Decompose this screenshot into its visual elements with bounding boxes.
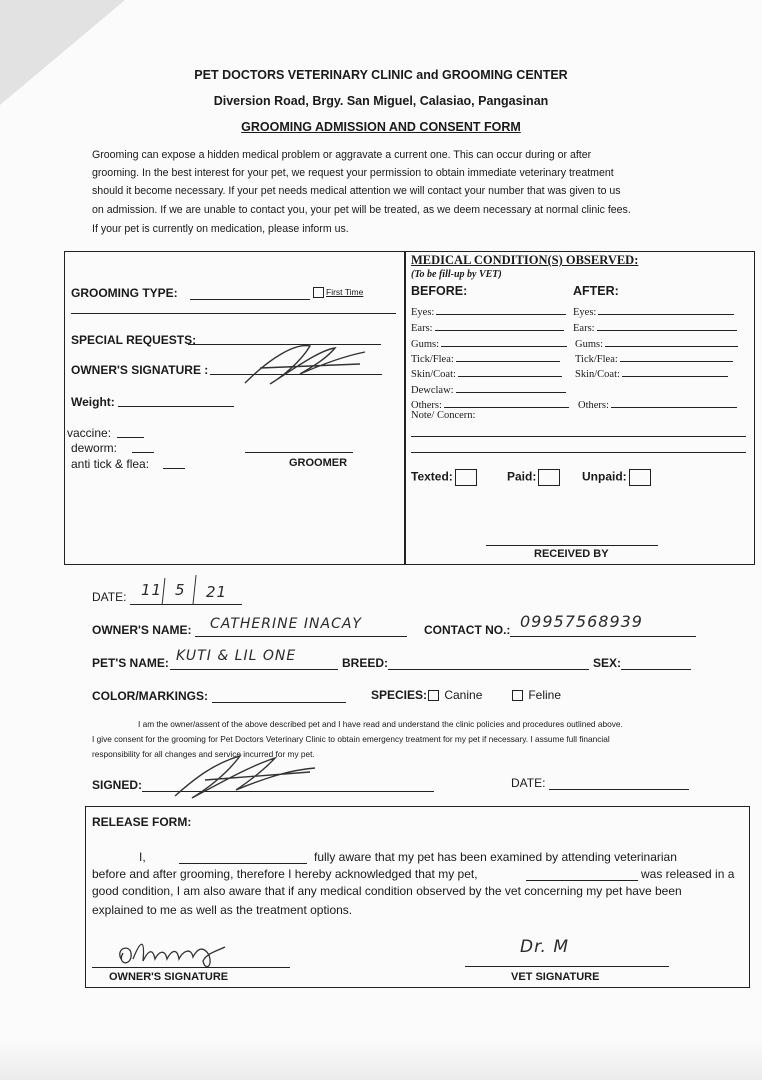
date2-field[interactable] xyxy=(549,777,689,790)
groomer-field[interactable] xyxy=(245,440,353,453)
after-tick-flea-field[interactable] xyxy=(620,349,733,362)
consent-line-1: I am the owner/assent of the above described pet and I have read and understand the clinic policies and procedures outlined above. xyxy=(138,719,623,729)
consent-line-3: responsibility for all changes and service incurred for my pet. xyxy=(92,749,315,759)
date-month-value: 11 xyxy=(141,581,163,599)
received-by-field[interactable] xyxy=(486,533,658,546)
contact-label: CONTACT NO.: xyxy=(424,623,511,637)
intro-line-4: on admission. If we are unable to contact you, your pet will be treated, as we deem necessary at normal clinic fees. xyxy=(92,204,631,216)
species-feline-option[interactable] xyxy=(512,688,561,702)
release-owner-signature-label: OWNER'S SIGNATURE xyxy=(109,971,229,983)
before-eyes: Eyes: xyxy=(411,302,566,318)
release-i-word: I, xyxy=(139,850,146,864)
texted-option[interactable] xyxy=(411,469,477,486)
signed-signature-scribble xyxy=(170,748,320,800)
received-by-label: RECEIVED BY xyxy=(534,548,609,560)
after-skin-coat-field[interactable] xyxy=(622,364,728,377)
after-others-field[interactable] xyxy=(611,395,737,408)
intro-line-2: grooming. In the best interest for your pet, we request your permission to obtain immediate veterinary treatment xyxy=(92,167,614,179)
before-dewclaw: Dewclaw: xyxy=(411,380,566,396)
release-line-3: good condition, I am also aware that if any medical condition observed by the vet concerning my pet have been xyxy=(92,884,682,898)
grooming-type-field[interactable] xyxy=(190,287,310,300)
before-gums-field[interactable] xyxy=(441,334,567,347)
release-line-2-tail: was released in a xyxy=(641,867,735,881)
vaccine-field[interactable] xyxy=(117,425,144,438)
release-owner-signature-field[interactable] xyxy=(92,955,290,968)
canine-label: Canine xyxy=(444,688,483,702)
deworm-label: deworm: xyxy=(71,441,118,455)
release-pet-field[interactable] xyxy=(526,868,638,881)
anti-tick-field[interactable] xyxy=(163,456,185,469)
paid-option[interactable] xyxy=(507,469,560,486)
vet-signature-field[interactable] xyxy=(465,954,669,967)
feline-label: Feline xyxy=(528,688,562,702)
pet-name-label: PET'S NAME: xyxy=(92,656,169,670)
owner-name-label: OWNER'S NAME: xyxy=(92,623,192,637)
clinic-name: PET DOCTORS VETERINARY CLINIC and GROOMING CENTER xyxy=(194,68,568,82)
weight-field[interactable] xyxy=(118,394,234,407)
intro-line-3: should it become necessary. If your pet needs medical attention we will contact your number that was given to us xyxy=(92,185,621,197)
after-ears: Ears: xyxy=(573,318,737,334)
species-label: SPECIES: xyxy=(371,688,428,702)
first-time-option[interactable] xyxy=(313,287,363,298)
texted-checkbox[interactable] xyxy=(455,469,477,486)
before-ears-field[interactable] xyxy=(435,318,564,331)
release-line-4: explained to me as well as the treatment options. xyxy=(92,903,353,917)
vet-signature-value: Dr. M xyxy=(520,937,569,957)
before-ears: Ears: xyxy=(411,318,564,334)
unpaid-option[interactable] xyxy=(582,469,651,486)
before-skin-coat: Skin/Coat: xyxy=(411,364,562,380)
date2-label: DATE: xyxy=(511,776,546,790)
date-year-value: 21 xyxy=(206,583,228,601)
breed-field[interactable] xyxy=(388,657,589,670)
color-markings-field[interactable] xyxy=(212,690,346,703)
release-line-1-tail: fully aware that my pet has been examined by attending veterinarian xyxy=(314,850,677,864)
unpaid-label: Unpaid: xyxy=(582,469,627,484)
signed-label: SIGNED: xyxy=(92,778,143,792)
note-line-2[interactable] xyxy=(411,440,746,453)
after-skin-coat: Skin/Coat: xyxy=(575,364,728,380)
after-label: AFTER: xyxy=(573,284,619,298)
release-name-field[interactable] xyxy=(179,851,307,864)
release-line-2-head: before and after grooming, therefore I hereby acknowledged that my pet, xyxy=(92,867,478,881)
after-tick-flea: Tick/Flea: xyxy=(575,349,733,365)
folded-corner xyxy=(0,0,125,105)
feline-checkbox[interactable] xyxy=(512,690,523,701)
contact-value: 09957568939 xyxy=(520,612,643,631)
owner-signature-scribble xyxy=(240,338,370,390)
date-label: DATE: xyxy=(92,590,127,604)
after-eyes: Eyes: xyxy=(573,302,734,318)
vet-signature-label: VET SIGNATURE xyxy=(511,971,600,983)
page-bottom-edge xyxy=(0,1038,762,1080)
after-ears-field[interactable] xyxy=(597,318,737,331)
sex-label: SEX: xyxy=(593,656,622,670)
special-requests-label: SPECIAL REQUESTS: xyxy=(71,333,197,347)
before-eyes-field[interactable] xyxy=(436,302,566,315)
owner-name-value: CATHERINE INACAY xyxy=(210,616,362,632)
texted-label: Texted: xyxy=(411,469,453,484)
before-gums: Gums: xyxy=(411,334,567,350)
before-skin-coat-field[interactable] xyxy=(458,364,562,377)
weight-label: Weight: xyxy=(71,395,115,409)
before-tick-flea-field[interactable] xyxy=(456,349,560,362)
intro-line-1: Grooming can expose a hidden medical problem or aggravate a current one. This can occur during or after xyxy=(92,149,592,161)
release-title: RELEASE FORM: xyxy=(92,815,192,829)
after-gums: Gums: xyxy=(575,334,738,350)
before-tick-flea: Tick/Flea: xyxy=(411,349,560,365)
after-gums-field[interactable] xyxy=(605,334,738,347)
species-canine-option[interactable] xyxy=(428,688,482,702)
deworm-field[interactable] xyxy=(132,440,154,453)
intro-line-5: If your pet is currently on medication, please inform us. xyxy=(92,223,349,235)
owner-signature-label: OWNER'S SIGNATURE : xyxy=(71,363,209,377)
before-dewclaw-field[interactable] xyxy=(456,380,566,393)
unpaid-checkbox[interactable] xyxy=(629,469,651,486)
first-time-checkbox[interactable] xyxy=(313,287,324,298)
breed-label: BREED: xyxy=(342,656,389,670)
after-others: Others: xyxy=(578,395,737,411)
sex-field[interactable] xyxy=(621,657,691,670)
color-markings-label: COLOR/MARKINGS: xyxy=(92,689,208,703)
grooming-type-extra-line[interactable] xyxy=(71,301,396,314)
before-others: Others: xyxy=(411,395,569,411)
note-concern-label: Note/ Concern: xyxy=(411,410,476,421)
before-others-field[interactable] xyxy=(444,395,569,408)
groomer-label: GROOMER xyxy=(289,457,348,469)
after-eyes-field[interactable] xyxy=(598,302,734,315)
paid-checkbox[interactable] xyxy=(538,469,560,486)
note-line-1[interactable] xyxy=(411,424,746,437)
medical-title: MEDICAL CONDITION(S) OBSERVED: xyxy=(411,253,639,267)
pet-name-value: KUTI & LIL ONE xyxy=(176,648,297,664)
clinic-address: Diversion Road, Brgy. San Miguel, Calasiao, Pangasinan xyxy=(213,94,549,108)
grooming-type-label: GROOMING TYPE: xyxy=(71,286,178,300)
anti-tick-label: anti tick & flea: xyxy=(71,457,150,471)
canine-checkbox[interactable] xyxy=(428,690,439,701)
vaccine-label: vaccine: xyxy=(67,426,112,440)
paid-label: Paid: xyxy=(507,469,537,484)
first-time-label: First Time xyxy=(326,287,364,297)
medical-subtitle: (To be fill-up by VET) xyxy=(411,269,502,280)
consent-line-2: I give consent for the grooming for Pet Doctors Veterinary Clinic to obtain emergency treatment for my pet if necessary. I assume full financial xyxy=(92,734,610,744)
before-label: BEFORE: xyxy=(411,284,468,298)
date-day-value: 5 xyxy=(175,581,186,599)
form-title: GROOMING ADMISSION AND CONSENT FORM xyxy=(241,120,521,134)
